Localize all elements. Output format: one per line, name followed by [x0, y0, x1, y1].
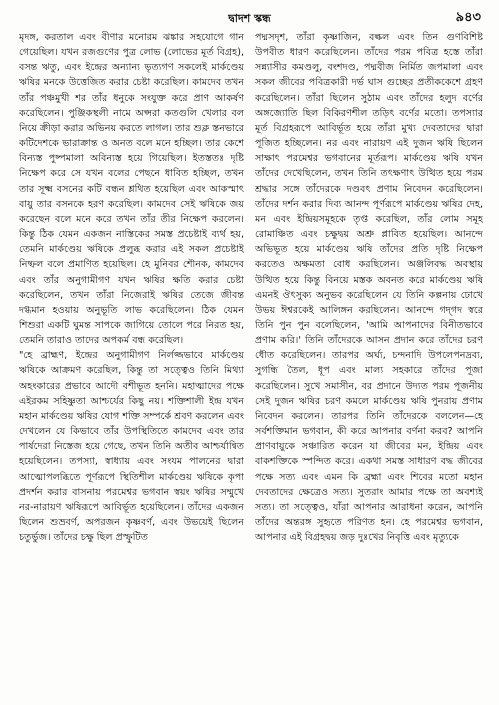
- right-column: [255, 30, 483, 700]
- page-number: ৯৪৩: [455, 10, 481, 25]
- paragraph: মৃদঙ্গ, করতাল এবং বীণার মনোরম ঝঙ্কার সহযোগে গান গেয়েছিল। যখন রজগুণের পুত্র লোভ (লোভের মূর্ত বিগ্রহ), বসন্ত ঋতু, এবং ইন্দ্রের অন্যান্য ভৃত্যগণ সকলেই মার্কণ্ডেয় ঋষির মনকে উত্তেজিত করার চেষ্টা করেছিল। কামদেব তখন তাঁর পঞ্চমুখী শর তাঁর ধনুকে সংযুক্ত করে প্রাণ আকর্ষণ করেছিলেন। পুঞ্জিকস্থলী নামে অপ্সরা কতগুলি খেলার বল নিয়ে ক্রীড়া করার অভিনয় করতে লাগল। তার শুক্ল স্তনভারে কটিদেশকে ভারাক্রান্ত ও অনত বলে মনে হচ্ছিল। তার কেশে বিন্যস্ত পুষ্পমালা অবিন্যস্ত হয়ে গিয়েছিল। ইতস্ততঃ দৃষ্টি নিক্ষেপ করে সে যখন বলের পেছনে ধাবিত হচ্ছিল, তখন তার সূক্ষ্ম বসনের কটি বন্ধন শ্লথিত হয়েছিল এবং আকস্মাৎ বায়ু তার বসনকে হরণ করেছিল। কামদেব সেই ঋষিকে জয় করেছেন বলে মনে করে তখন তাঁর তীর নিক্ষেপ করলেন। কিন্তু ঠিক যেমন একজন নাস্তিকের সমস্ত প্রচেষ্টাই ব্যর্থ হয়, তেমনি মার্কণ্ডেয় ঋষিকে প্রলুব্ধ করার এই সকল প্রচেষ্টাই নিষ্ফল বলে প্রমাণিত হয়েছিল। হে মুনিবর শৌনক, কামদেব এবং তাঁর অনুগামীগণ যখন ঋষির ক্ষতি করার চেষ্টা করেছিলেন, তখন তাঁরা নিজেরাই ঋষির তেজে জীবন্ত দগ্ধমান হওয়ায় অনুভূতি লাভ করেছিলেন। ঠিক যেমন শিশুরা একটি ঘুমন্ত সাপকে জাগিয়ে তোলে পরে নিরত হয়, তেমনি তারাও তাদের অপকর্ম বন্ধ করেছিল।: [19, 32, 244, 347]
- left-column: [19, 30, 244, 700]
- paragraph: "হে ব্রাহ্মণ, ইন্দ্রের অনুগামীগণ নির্লজ্জভাবে মার্কণ্ডেয় ঋষিকে আক্রমণ করেছিল, কিন্তু তা সত্ত্বেও তিনি মিথ্যা অহংকারের প্রভাবে আদৌ বশীভূত হননি। মহাত্মাদের পক্ষে এইরকম সহিষ্ণুতা আশ্চর্যের কিছু নয়। শক্তিশালী ইন্দ্র যখন মহান মার্কণ্ডেয় ঋষির যোগ শক্তি সম্পর্কে শ্রবণ করলেন এবং দেখলেন যে কিভাবে তাঁর উপস্থিতিতে কামদেব এবং তার পার্ষদেরা নিস্তেজ হয়ে গেছে, তখন তিনি অতীব আশ্চর্যান্বিত হয়েছিলেন। তপস্যা, স্বাধ্যায় এবং সংযম পালনের দ্বারা আত্মোপলব্ধিতে পূর্ণরূপে স্থিতিশীল মার্কণ্ডেয় ঋষিকে কৃপা প্রদর্শন করার বাসনায় পরমেশ্বর ভগবান স্বয়ং ঋষির সম্মুখে নর-নারায়ণ ঋষিরূপে আবির্ভূত হয়েছিলেন। তাঁদের একজন ছিলেন শুভ্রবর্ণ, অপরজন কৃষ্ণবর্ণ, এবং উভয়েই ছিলেন চতুর্ভুজ। তাঁদের চক্ষু ছিল প্রস্ফুটিত: [19, 350, 244, 544]
- page-header: [0, 6, 499, 28]
- running-title: দ্বাদশ স্কন্ধ: [228, 12, 271, 25]
- paragraph: পদ্মসদৃশ, তাঁরা কৃষ্ণাজিন, বল্কল এবং তিন গুণবিশিষ্ট উপবীত ধারণ করেছিলেন। তাঁদের পরম পবিত্র হস্তে তাঁরা সন্ন্যাসীর কমণ্ডলু, বংশদণ্ড, পদ্মবীজ নির্মিত জপমালা এবং সকল জীবের পবিত্রকারী দর্ভ ঘাস গুচ্ছের প্রতীককেশে গ্রহণ করেছিলেন। তাঁরা ছিলেন সুঠাম এবং তাঁদের হলুদ বর্ণের অঙ্গজ্যোতি ছিল বিকিরণশীল তড়িৎ বর্ণের মতো। তপস্যার মূর্ত বিগ্রহরূপে আবির্ভূত হয়ে তাঁরা মুখ্য দেবতাদের দ্বারা পূজিত হচ্ছিলেন। নর এবং নারায়ণ এই দুজন ঋষি ছিলেন সাক্ষাৎ পরমেশ্বর ভগবানের মূর্তরূপ। মার্কণ্ডেয় ঋষি যখন তাঁদের দেখেছিলেন, তখন তিনি তৎক্ষণাৎ উত্থিত হয়ে পরম শ্রদ্ধার সঙ্গে তাঁদেরকে দণ্ডবৎ প্রণাম নিবেদন করেছিলেন। তাঁদের দর্শন করার দিব্য আনন্দ পূর্ণরূপে মার্কণ্ডেয় ঋষির দেহ, মন এবং ইন্দ্রিয়সমূহকে তৃপ্ত করেছিল, তাঁর লোম সমূহ রোমাঞ্চিত এবং চক্ষুদ্বয় অশ্রু প্লাবিত হয়েছিল। আনন্দে অভিভূত হয়ে মার্কণ্ডেয় ঋষি তাঁদের প্রতি দৃষ্টি নিক্ষেপ করতেও অক্ষমতা বোধ করছিলেন। অঞ্জলিবদ্ধ অবস্থায় উত্থিত হয়ে কিন্তু বিনয়ে মস্তক অবনত করে মার্কণ্ডেয় ঋষি এমনই ঔৎসুক্য অনুভব করেছিলেন যে তিনি কল্পনায় ঢোখে উভয় ঈশ্বরকেই আলিঙ্গন করছিলেন। আনন্দে গদ্‌গদ স্বরে তিনি পুন পুন বলেছিলেন, 'আমি আপনাদের বিনীতভাবে প্রণাম করি।' তিনি তাঁদেরকে আসন প্রদান করে তাঁদের চরণ ধৌত করেছিলেন। তারপর অর্ঘ্য, চন্দনাদি উপলেপনদ্রব্য, সুগন্ধি তৈল, ধূপ এবং মাল্য সহকারে তাঁদের পূজা করেছিলেন। সুখে সমাসীন, বর প্রদানে উদ্যত পরম পূজনীয় সেই দুজন ঋষির চরণ কমলে মার্কণ্ডেয় ঋষি পুনরায় প্রণাম নিবেদন করলেন। তারপর তিনি তাঁদেরকে বললেন—হে সর্বশক্তিমান ভগবান, কী করে আপনার বর্ণনা করব? আপনি প্রাণবায়ুকে সঞ্চারিত করেন যা জীবের মন, ইন্দ্রিয় এবং বাকশক্তিকে স্পন্দিত করে। একথা সমস্ত সাধারণ বদ্ধ জীবের পক্ষে সত্য এবং এমন কি ব্রহ্মা এবং শিবের মতো মহান দেবতাদের ক্ষেত্রেও সত্য। সুতরাং আমার পক্ষে তা অবশ্যই সত্য। তা সত্ত্বেও, যাঁরা আপনার আরাধনা করেন, আপনি তাঁদের অন্তরঙ্গ সুহৃতে পরিণত হন। হে পরমেশ্বর ভগবান, আপনার এই বিগ্রহদ্বয় জড় দুঃখের নিবৃত্তি এবং মৃত্যুকে: [255, 32, 483, 544]
